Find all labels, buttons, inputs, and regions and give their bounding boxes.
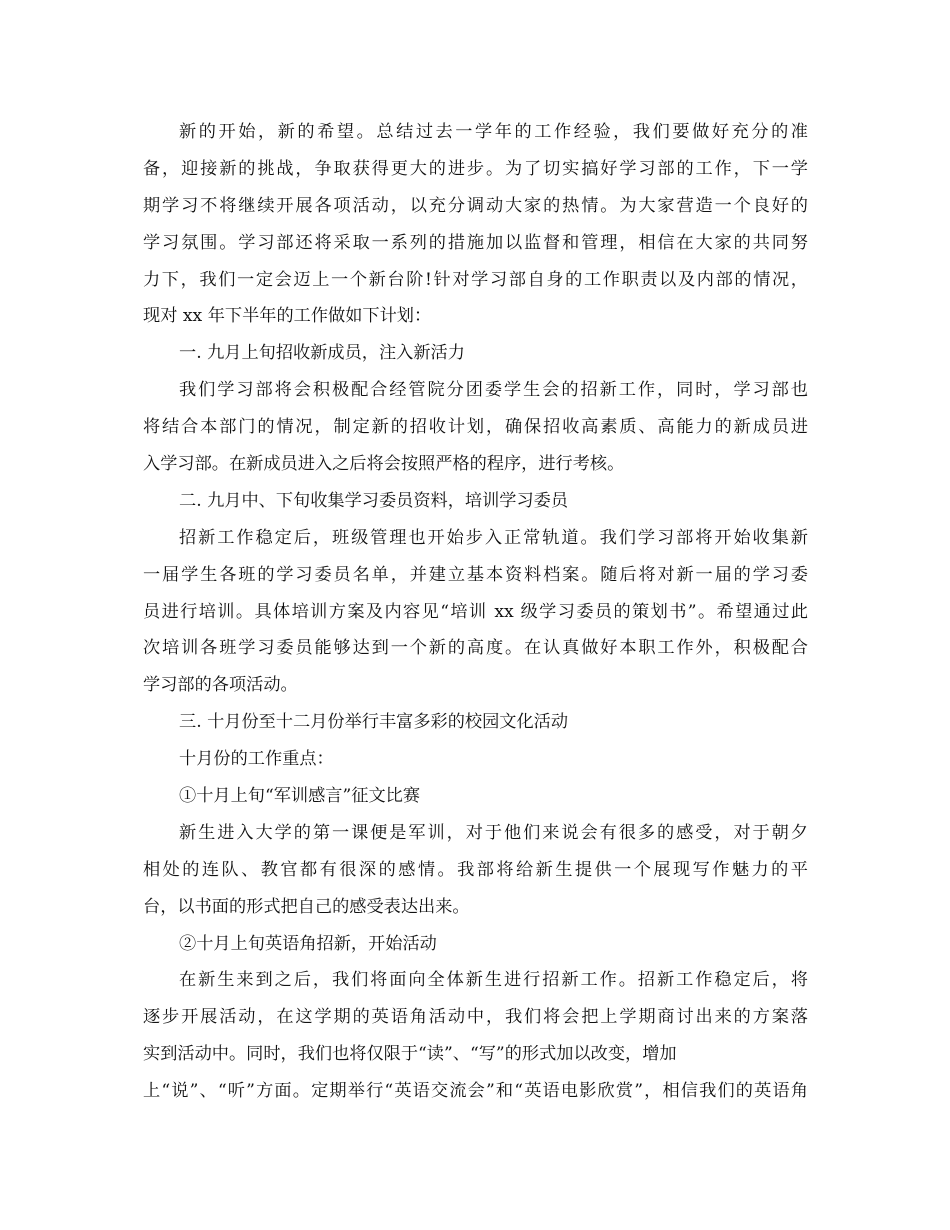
paragraph-line: 次培训各班学习委员能够达到一个新的高度。在认真做好本职工作外，积极配合 — [143, 638, 808, 659]
paragraph-line: 学习氛围。学习部还将采取一系列的措施加以监督和管理，相信在大家的共同努 — [143, 232, 808, 253]
paragraph-line: 新生进入大学的第一课便是军训，对于他们来说会有很多的感受，对于朝夕 — [179, 822, 808, 843]
paragraph-line: 学习部的各项活动。 — [143, 675, 298, 696]
paragraph-line: 逐步开展活动，在这学期的英语角活动中，我们将会把上学期商讨出来的方案落 — [143, 1007, 808, 1028]
paragraph-line: 招新工作稳定后，班级管理也开始步入正常轨道。我们学习部将开始收集新 — [179, 527, 808, 548]
paragraph-line: 台，以书面的形式把自己的感受表达出来。 — [143, 896, 470, 917]
list-item-heading: ②十月上旬英语角招新，开始活动 — [179, 933, 437, 954]
paragraph-line: 相处的连队、教官都有很深的感情。我部将给新生提供一个展现写作魅力的平 — [143, 859, 808, 880]
paragraph-line: 一届学生各班的学习委员名单，并建立基本资料档案。随后将对新一届的学习委 — [143, 564, 808, 585]
section-heading: 一. 九月上旬招收新成员，注入新活力 — [179, 343, 465, 364]
subheading: 十月份的工作重点： — [179, 749, 334, 770]
paragraph-line: 我们学习部将会积极配合经管院分团委学生会的招新工作，同时，学习部也 — [179, 380, 808, 401]
document-body — [143, 114, 808, 1110]
paragraph-line: 在新生来到之后，我们将面向全体新生进行招新工作。招新工作稳定后，将 — [179, 970, 808, 991]
list-item-heading: ①十月上旬“军训感言”征文比赛 — [179, 786, 421, 807]
paragraph-line: 新的开始，新的希望。总结过去一学年的工作经验，我们要做好充分的准 — [179, 122, 808, 142]
paragraph-line: 入学习部。在新成员进入之后将会按照严格的程序，进行考核。 — [143, 454, 625, 475]
paragraph-line: 上“说”、“听”方面。定期举行“英语交流会”和“英语电影欣赏”，相信我们的英语角 — [143, 1081, 808, 1102]
paragraph-line: 将结合本部门的情况，制定新的招收计划，确保招收高素质、高能力的新成员进 — [143, 417, 808, 438]
section-heading: 三. 十月份至十二月份举行丰富多彩的校园文化活动 — [179, 712, 569, 733]
paragraph-line: 期学习不将继续开展各项活动，以充分调动大家的热情。为大家营造一个良好的 — [143, 195, 808, 216]
paragraph-line: 实到活动中。同时，我们也将仅限于“读”、“写”的形式加以改变，增加 — [143, 1044, 677, 1065]
paragraph-line: 员进行培训。具体培训方案及内容见“培训 xx 级学习委员的策划书”。希望通过此 — [143, 601, 808, 622]
section-heading: 二. 九月中、下旬收集学习委员资料，培训学习委员 — [179, 490, 569, 511]
paragraph-line: 力下，我们一定会迈上一个新台阶!针对学习部自身的工作职责以及内部的情况， — [143, 269, 808, 290]
paragraph-line: 现对 xx 年下半年的工作做如下计划： — [143, 306, 432, 327]
paragraph-line: 备，迎接新的挑战，争取获得更大的进步。为了切实搞好学习部的工作，下一学 — [143, 158, 808, 179]
